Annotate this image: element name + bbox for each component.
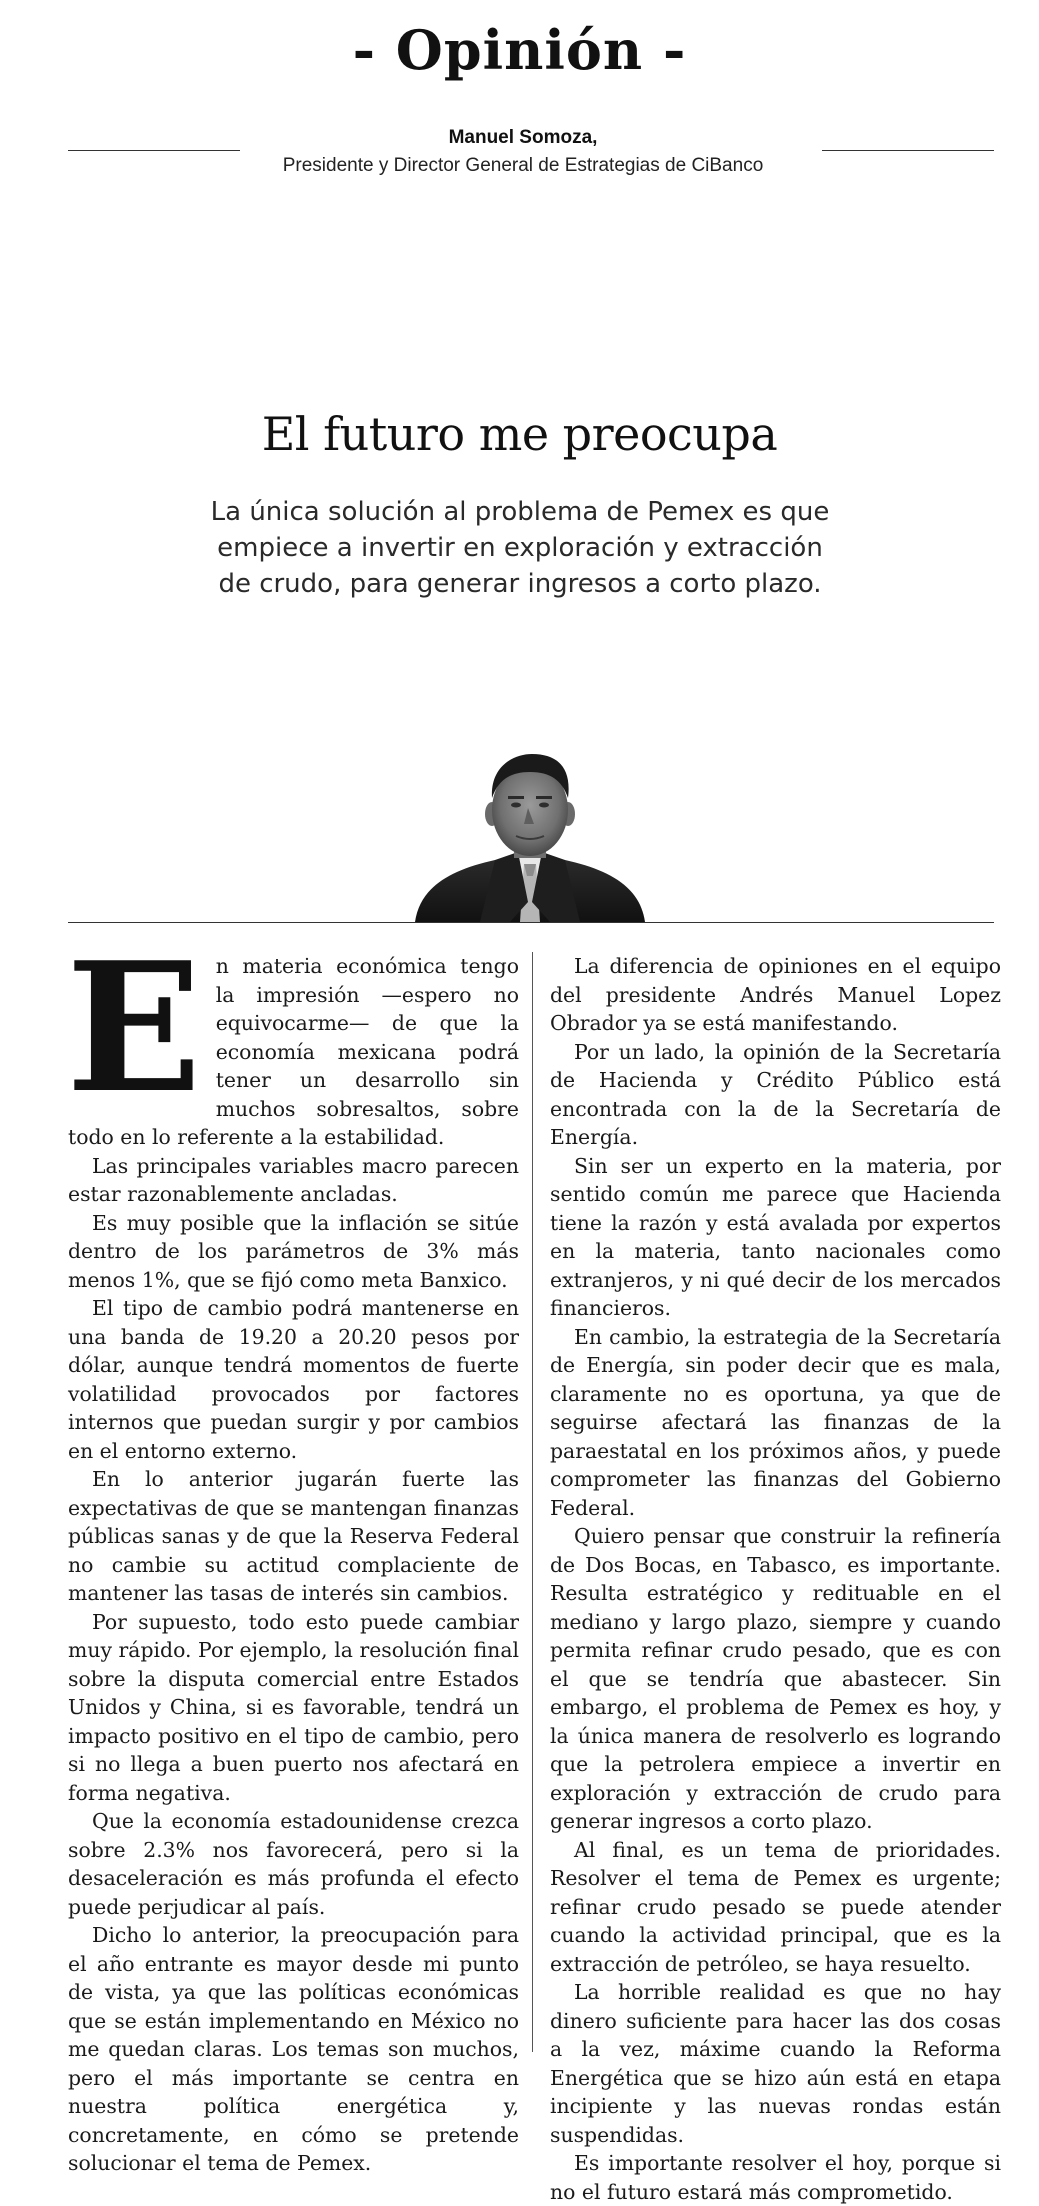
paragraph: El tipo de cambio podrá mantenerse en una banda de 19.20 a 20.20 pesos por dólar, aunque tendrá momentos de fuerte volatilidad provocados por factores internos que puedan surgir y por cambios en el entorno externo. <box>68 1296 519 1463</box>
header-bottom-rule <box>68 922 994 923</box>
article-body <box>66 923 1001 2204</box>
author-role: Presidente y Director General de Estrategias de CiBanco <box>282 155 764 176</box>
drop-cap: E <box>66 923 202 1132</box>
article-column-left <box>66 923 519 2178</box>
paragraph: En lo anterior jugarán fuerte las expectativas de que se mantengan finanzas públicas sanas y de que la Reserva Federal no cambie su actitud complaciente de mantener las tasas de interés sin cambios. <box>68 1467 519 1605</box>
byline-rule-left <box>68 150 240 151</box>
paragraph: Por supuesto, todo esto puede cambiar muy rápido. Por ejemplo, la resolución final sobre la disputa comercial entre Estados Unidos y China, si es favorable, tendrá un impacto positivo en el tipo de cambio, pero si no llega a buen puerto nos afectará en forma negativa. <box>68 1609 519 1805</box>
paragraph: Quiero pensar que construir la refinería de Dos Bocas, en Tabasco, es importante. Resulta estratégico y redituable en el mediano y largo plazo, siempre y cuando permita refinar crudo pesado, que es con el que se tendría que abastecer. Sin embargo, el problema de Pemex es hoy, y la única manera de resolverlo es logrando que la petrolera empiece a invertir en exploración y extracción de crudo para generar ingresos a corto plazo. <box>550 1524 1001 1833</box>
author-name: Manuel Somoza, <box>448 127 598 148</box>
column-divider <box>532 952 533 2052</box>
article-deck: La única solución al problema de Pemex es que empiece a invertir en exploración y extracción de crudo, para generar ingresos a corto plazo. <box>210 497 830 599</box>
author-portrait <box>410 752 650 922</box>
paragraph: Dicho lo anterior, la preocupación para el año entrante es mayor desde mi punto de vista, ya que las políticas económicas que se están implementando en México no me quedan claras. Los temas son muchos, pero el más importante se centra en nuestra política energética y, concretamente, en cómo se pretende solucionar el tema de Pemex. <box>68 1923 519 2175</box>
byline <box>240 124 806 180</box>
paragraph: Las principales variables macro parecen estar razonablemente ancladas. <box>68 1153 519 1206</box>
paragraph: Es muy posible que la inflación se sitúe dentro de los parámetros de 3% más menos 1%, que se fijó como meta Banxico. <box>68 1210 519 1292</box>
article-column-right <box>550 952 1001 2206</box>
lead-paragraph-text: n materia económica tengo la impresión —espero no equivocarme— de que la economía mexicana podrá tener un desarrollo sin muchos sobresaltos, sobre todo en lo referente a la estabilidad. <box>68 954 519 1149</box>
paragraph: Es importante resolver el hoy, porque si no el futuro estará más comprometido. <box>550 2151 1001 2204</box>
paragraph: En cambio, la estrategia de la Secretaría de Energía, sin poder decir que es mala, claramente no es oportuna, ya que de seguirse afectará las finanzas de la paraestatal en los próximos años, y puede comprometer las finanzas del Gobierno Federal. <box>550 1324 1001 1520</box>
article-headline: El futuro me preocupa <box>261 407 778 461</box>
paragraph: La diferencia de opiniones en el equipo del presidente Andrés Manuel Lopez Obrador ya se está manifestando. <box>550 954 1001 1035</box>
section-title: - Opinión - <box>352 18 687 82</box>
paragraph: Al final, es un tema de prioridades. Resolver el tema de Pemex es urgente; refinar crudo pesado se puede atender cuando la actividad principal, que es la extracción de petróleo, se haya resuelto. <box>550 1837 1001 1976</box>
lead-paragraph <box>66 923 519 1152</box>
paragraph: La horrible realidad es que no hay dinero suficiente para hacer las dos cosas a la vez, máxime cuando la Reforma Energética que se hizo aún está en etapa incipiente y las nuevas rondas están suspendidas. <box>550 1980 1001 2147</box>
paragraph: Que la economía estadounidense crezca sobre 2.3% nos favorecerá, pero si la desaceleración es más profunda el efecto puede perjudicar al país. <box>68 1809 519 1919</box>
paragraph: Por un lado, la opinión de la Secretaría de Hacienda y Crédito Público está encontrada con la de la Secretaría de Energía. <box>550 1039 1001 1149</box>
paragraph: Sin ser un experto en la materia, por sentido común me parece que Hacienda tiene la razón y está avalada por expertos en la materia, tanto nacionales como extranjeros, y ni qué decir de los mercados financieros. <box>550 1153 1001 1320</box>
byline-rule-right <box>822 150 994 151</box>
